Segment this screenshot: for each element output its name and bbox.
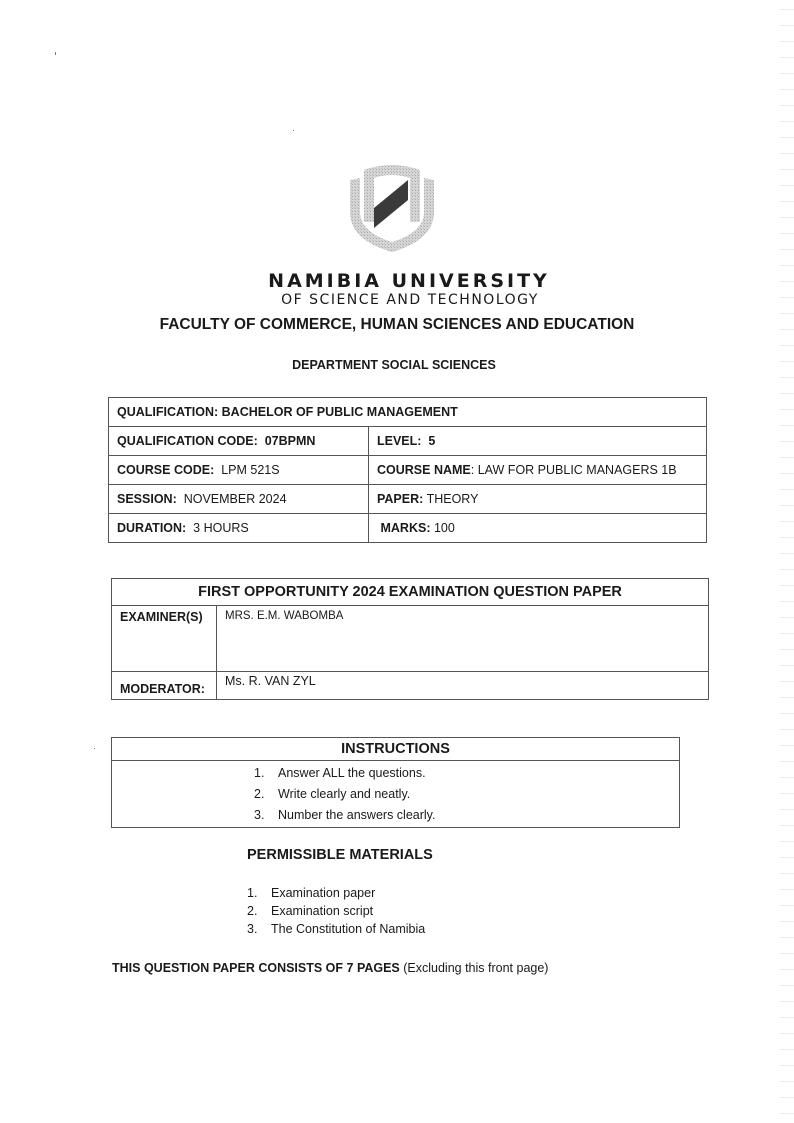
list-text: Number the answers clearly. [278,808,436,822]
course-code-label: COURSE CODE: [117,463,215,477]
exam-paper-title: FIRST OPPORTUNITY 2024 EXAMINATION QUESTION PAPER [112,579,709,606]
table-row [109,485,707,514]
table-row [109,456,707,485]
level-label: LEVEL: [377,434,422,448]
qualification-code-value: 07BPMN [264,434,316,448]
instructions-title: INSTRUCTIONS [112,738,680,761]
duration-cell [109,514,369,543]
course-info-table [108,397,707,543]
list-text: Examination script [271,904,374,918]
table-row [112,606,709,672]
scan-speck [94,748,95,749]
level-value: 5 [428,434,436,448]
qualification-label: QUALIFICATION: [117,405,219,419]
course-name-value: : LAW FOR PUBLIC MANAGERS 1B [470,463,677,477]
list-text: Answer ALL the questions. [278,766,426,780]
table-row [109,427,707,456]
list-item [247,884,425,902]
list-item [254,763,679,784]
scan-speck [55,52,56,55]
list-number: 2. [247,904,258,918]
list-item [254,784,679,805]
qualification-code-cell [109,427,369,456]
instructions-table [111,737,680,828]
marks-cell [369,514,707,543]
table-row [112,738,680,761]
page-count-note [112,961,548,975]
faculty-title: FACULTY OF COMMERCE, HUMAN SCIENCES AND EDUCATION [159,316,635,333]
list-number: 3. [254,808,265,822]
list-item [254,805,679,826]
examination-details-table [111,578,709,700]
scan-speck [293,130,294,131]
course-name-cell [369,456,707,485]
qualification-cell [109,398,707,427]
list-number: 1. [254,766,265,780]
list-number: 1. [247,886,258,900]
instructions-list [112,763,679,826]
table-row [109,514,707,543]
page-count-suffix: (Excluding this front page) [399,961,549,975]
paper-label: PAPER: [377,492,424,506]
list-text: Write clearly and neatly. [278,787,411,801]
list-item [247,920,425,938]
session-cell [109,485,369,514]
moderator-label: MODERATOR: [112,672,217,700]
table-row [109,398,707,427]
list-item [247,902,425,920]
list-number: 2. [254,787,265,801]
qualification-code-label: QUALIFICATION CODE: [117,434,258,448]
instructions-body [112,761,680,828]
nust-shield-logo-icon [346,160,438,252]
permissible-materials-list [247,884,425,938]
marks-value: 100 [433,521,455,535]
qualification-value: BACHELOR OF PUBLIC MANAGEMENT [221,405,458,419]
course-code-cell [109,456,369,485]
examiner-label: EXAMINER(S) [112,606,217,672]
session-label: SESSION: [117,492,177,506]
page-count-bold: THIS QUESTION PAPER CONSISTS OF 7 PAGES [112,961,400,975]
table-row [112,761,680,828]
paper-cell [369,485,707,514]
list-number: 3. [247,922,258,936]
course-code-value: LPM 521S [221,463,280,477]
moderator-value: Ms. R. VAN ZYL [217,672,709,700]
university-subtitle: OF SCIENCE AND TECHNOLOGY [281,292,539,308]
duration-label: DURATION: [117,521,187,535]
list-text: The Constitution of Namibia [271,922,426,936]
permissible-materials-title: PERMISSIBLE MATERIALS [247,847,433,863]
department-title: DEPARTMENT SOCIAL SCIENCES [292,358,496,372]
examiner-value: MRS. E.M. WABOMBA [217,606,709,672]
paper-value: THEORY [426,492,479,506]
level-cell [369,427,707,456]
session-value: NOVEMBER 2024 [183,492,287,506]
course-name-label: COURSE NAME [377,463,471,477]
table-row [112,579,709,606]
table-row [112,672,709,700]
list-text: Examination paper [271,886,376,900]
marks-label: MARKS: [380,521,431,535]
duration-value: 3 HOURS [193,521,249,535]
university-name: NAMIBIA UNIVERSITY [268,270,550,292]
scanned-page-edge [780,0,794,1123]
